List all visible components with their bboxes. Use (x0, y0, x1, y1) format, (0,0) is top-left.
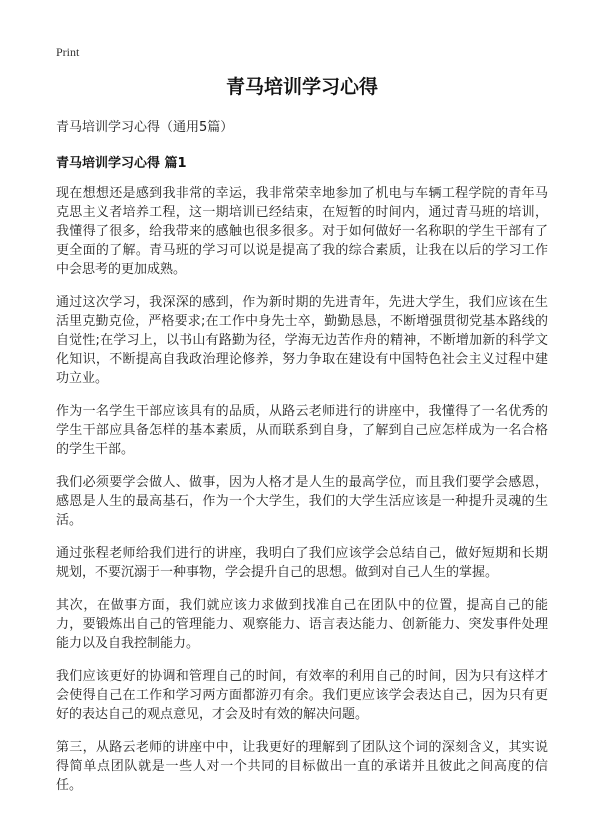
paragraph-7: 我们应该更好的协调和管理自己的时间，有效率的利用自己的时间，因为只有这样才会使得自己在工作和学习两方面都游刃有余。我们更应该学会表达自己，因为只有更好的表达自己的观点意见，才会及时有效的解决问题。 (56, 669, 548, 722)
paragraph-4: 我们必须要学会做人、做事，因为人格才是人生的最高学位，而且我们要学会感恩，感恩是人生的最高基石，作为一个大学生，我们的大学生活应该是一种提升灵魂的生活。 (56, 475, 548, 528)
paragraph-3: 作为一名学生干部应该具有的品质，从路云老师进行的讲座中，我懂得了一名优秀的学生干部应具备怎样的基本素质，从而联系到自身，了解到自己应怎样成为一名合格的学生干部。 (56, 404, 548, 457)
paragraph-5: 通过张程老师给我们进行的讲座，我明白了我们应该学会总结自己，做好短期和长期规划，不要沉溺于一种事物，学会提升自己的思想。做到对自己人生的掌握。 (56, 546, 548, 580)
section-heading: 青马培训学习心得 篇1 (56, 156, 187, 171)
document-title: 青马培训学习心得 (225, 76, 378, 98)
paragraph-8: 第三，从路云老师的讲座中中，让我更好的理解到了团队这个词的深刻含义，其实说得简单点团队就是一些人对一个共同的目标做出一直的承诺并且彼此之间高度的信任。 (56, 740, 548, 793)
print-link[interactable]: Print (56, 45, 80, 59)
document-subtitle: 青马培训学习心得（通用5篇） (56, 120, 234, 135)
paragraph-6: 其次，在做事方面，我们就应该力求做到找准自己在团队中的位置，提高自己的能力，要锻炼出自己的管理能力、观察能力、语言表达能力、创新能力、突发事件处理能力以及自我控制能力。 (56, 598, 548, 651)
paragraph-2: 通过这次学习，我深深的感到，作为新时期的先进青年，先进大学生，我们应该在生活里克勤克俭，严格要求;在工作中身先士卒，勤勤恳恳，不断增强贯彻党基本路线的自觉性;在学习上，以书山有路勤为径，学海无边苦作舟的精神，不断增加新的科学文化知识，不断提高自我政治理论修养，努力争取在建设有中国特色社会主义过程中建功立业。 (56, 295, 548, 386)
paragraph-1: 现在想想还是感到我非常的幸运，我非常荣幸地参加了机电与车辆工程学院的青年马克思主义者培养工程，这一期培训已经结束，在短暂的时间内，通过青马班的培训，我懂得了很多，给我带来的感触也很多很多。对于如何做好一名称职的学生干部有了更全面的了解。青马班的学习可以说是提高了我的综合素质，让我在以后的学习工作中会思考的更加成熟。 (56, 186, 548, 277)
